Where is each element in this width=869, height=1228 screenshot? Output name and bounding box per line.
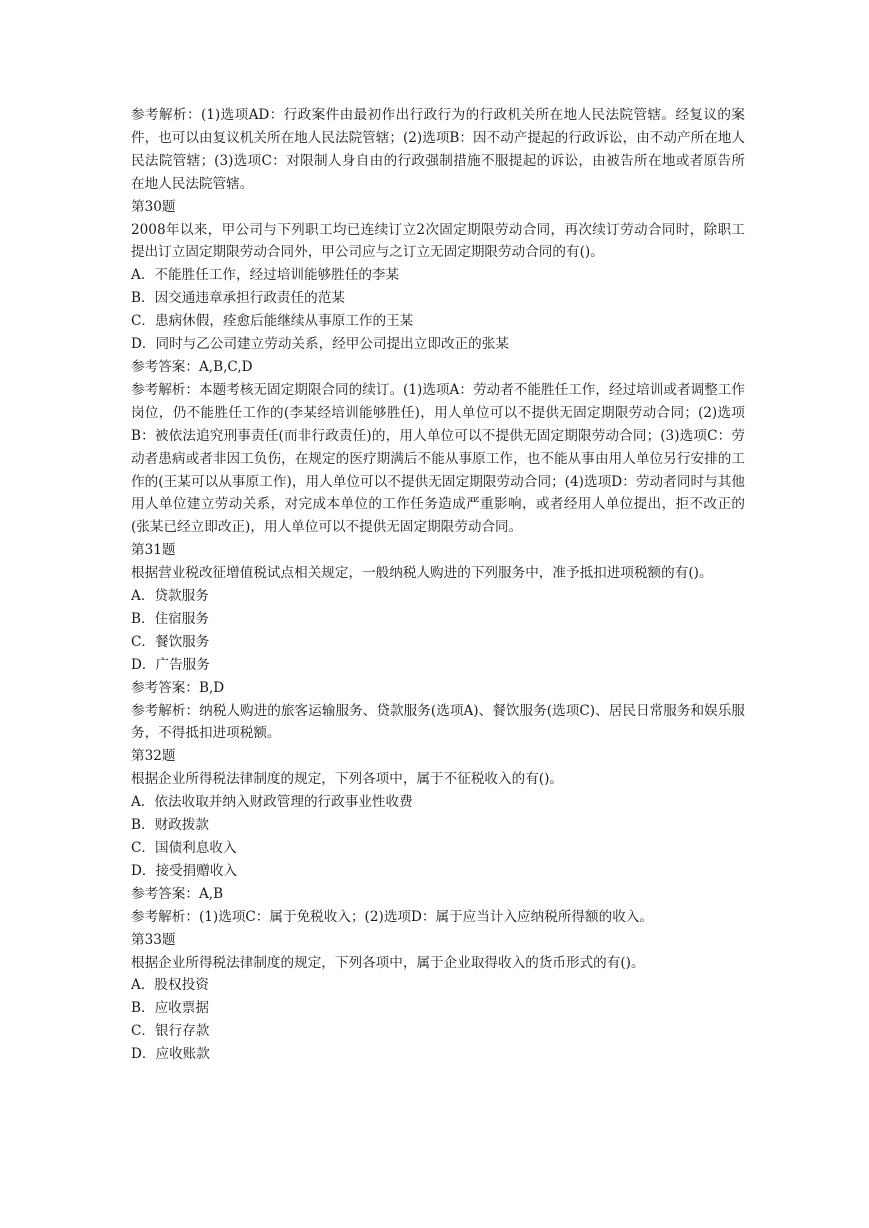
question-text: 根据企业所得税法律制度的规定，下列各项中，属于不征税收入的有()。 (131, 771, 564, 788)
question-text: 2008年以来，甲公司与下列职工均已连续订立2次固定期限劳动合同，再次续订劳动合同时，除职工提出订立固定期限劳动合同外，甲公司应与之订立无固定期限劳动合同的有()。 (131, 221, 745, 261)
question-title-30: 第30题 (131, 198, 176, 215)
option-b: B．应收票据 (131, 1000, 209, 1017)
question-title-31: 第31题 (131, 542, 176, 559)
option-c: C．餐饮服务 (131, 633, 210, 650)
option-a: A．股权投资 (131, 977, 209, 994)
question-text: 根据营业税改征增值税试点相关规定，一般纳税人购进的下列服务中，准予抵扣进项税额的有()。 (131, 565, 713, 582)
option-c: C．银行存款 (131, 1023, 210, 1040)
option-d: D．广告服务 (131, 656, 210, 673)
analysis-text: 参考解析：纳税人购进的旅客运输服务、贷款服务(选项A)、餐饮服务(选项C)、居民日常服务和娱乐服务，不得抵扣进项税额。 (131, 702, 745, 742)
answer-text: 参考答案：A,B,C,D (131, 358, 253, 375)
option-c: C．患病休假，痊愈后能继续从事原工作的王某 (131, 313, 414, 330)
option-d: D．接受捐赠收入 (131, 862, 238, 879)
option-a: A．依法收取并纳入财政管理的行政事业性收费 (131, 794, 413, 811)
document-page (131, 104, 745, 1066)
analysis-text: 参考解析：(1)选项AD：行政案件由最初作出行政行为的行政机关所在地人民法院管辖。经复议的案件，也可以由复议机关所在地人民法院管辖；(2)选项B：因不动产提起的行政诉讼，由不动产所在地人民法院管辖；(3)选项C：对限制人身自由的行政强制措施不服提起的诉讼，由被告所在地或者原告所在地人民法院管辖。 (131, 107, 745, 192)
option-b: B．因交通违章承担行政责任的范某 (131, 290, 345, 307)
option-d: D．应收账款 (131, 1046, 210, 1063)
option-a: A．不能胜任工作，经过培训能够胜任的李某 (131, 267, 400, 284)
analysis-text: 参考解析：本题考核无固定期限合同的续订。(1)选项A：劳动者不能胜任工作，经过培训或者调整工作岗位，仍不能胜任工作的(李某经培训能够胜任)，用人单位可以不提供无固定期限劳动合同；(2)选项B：被依法追究刑事责任(而非行政责任)的，用人单位可以不提供无固定期限劳动合同；(3)选项C：劳动者患病或者非因工负伤，在规定的医疗期满后不能从事原工作，也不能从事由用人单位另行安排的工作的(王某可以从事原工作)，用人单位可以不提供无固定期限劳动合同；(4)选项D：劳动者同时与其他用人单位建立劳动关系，对完成本单位的工作任务造成严重影响，或者经用人单位提出，拒不改正的(张某已经立即改正)，用人单位可以不提供无固定期限劳动合同。 (131, 381, 745, 536)
analysis-text: 参考解析：(1)选项C：属于免税收入；(2)选项D：属于应当计入应纳税所得额的收入。 (131, 908, 653, 925)
option-d: D．同时与乙公司建立劳动关系，经甲公司提出立即改正的张某 (131, 336, 509, 353)
option-c: C．国债利息收入 (131, 840, 237, 856)
option-b: B．财政拨款 (131, 817, 209, 834)
question-title-33: 第33题 (131, 931, 176, 948)
answer-text: 参考答案：A,B (131, 885, 224, 902)
question-title-32: 第32题 (131, 748, 176, 765)
option-a: A．贷款服务 (131, 588, 209, 605)
answer-text: 参考答案：B,D (131, 679, 225, 696)
option-b: B．住宿服务 (131, 610, 209, 627)
question-text: 根据企业所得税法律制度的规定，下列各项中，属于企业取得收入的货币形式的有()。 (131, 954, 645, 971)
